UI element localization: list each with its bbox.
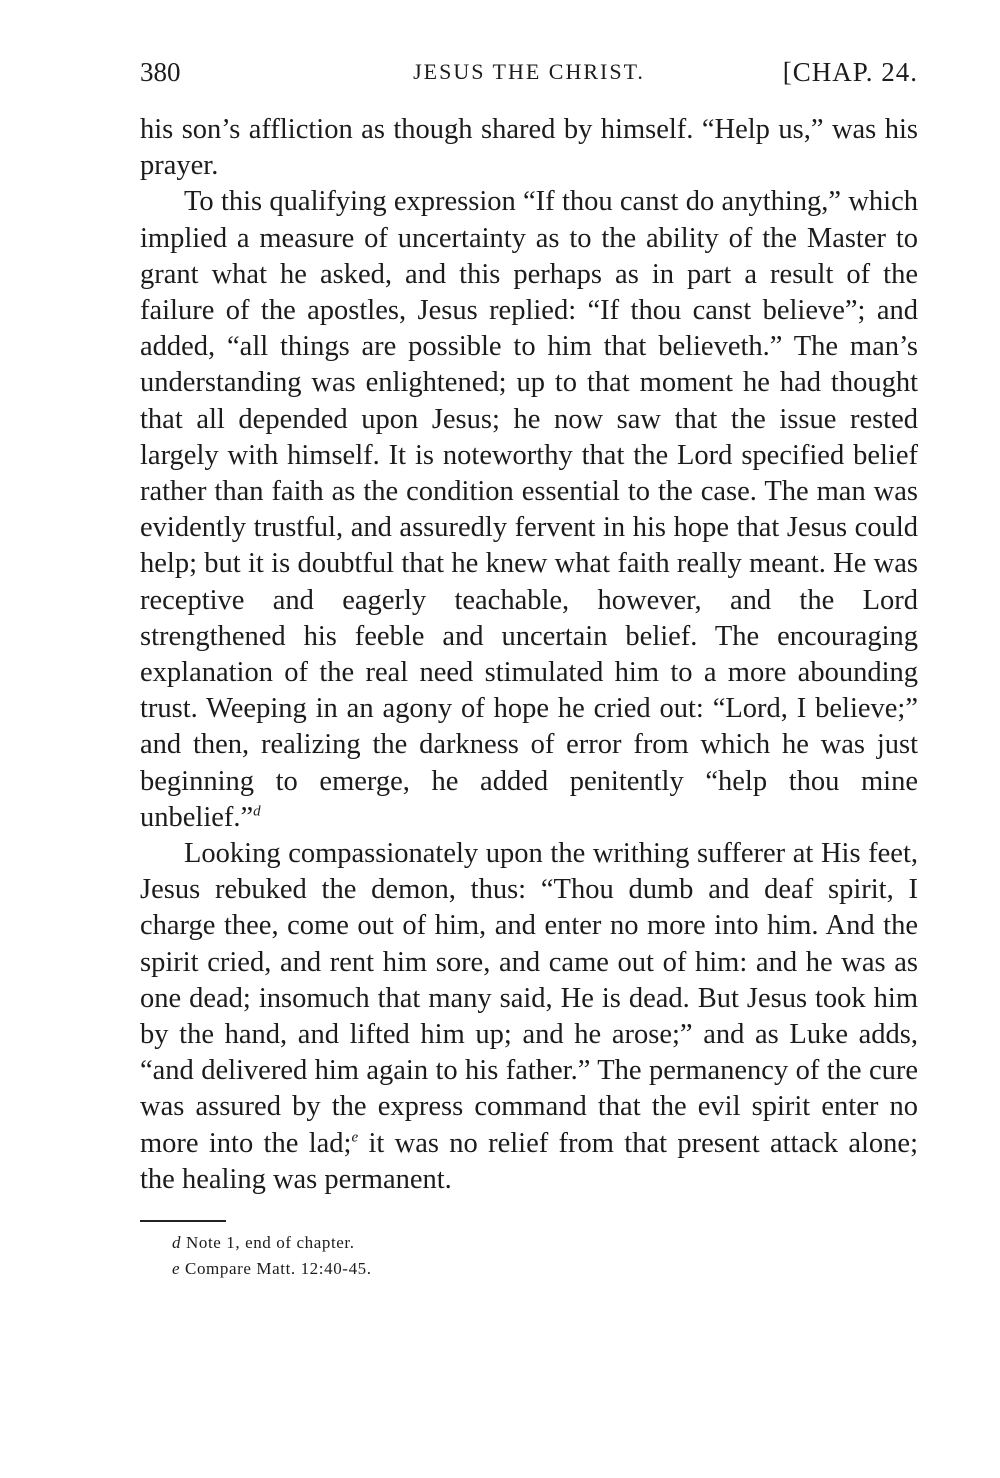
- footnote-text: Compare Matt. 12:40-45.: [185, 1259, 372, 1279]
- book-page: [140, 52, 918, 1282]
- chapter-reference: [CHAP. 24.: [782, 57, 918, 87]
- footnote: [172, 1230, 918, 1256]
- running-head: [140, 52, 918, 92]
- footnote-mark: d: [172, 1233, 182, 1253]
- footnote-reference: e: [351, 1129, 359, 1146]
- footnote: [172, 1256, 918, 1282]
- paragraph-text: his son’s affliction as though shared by himself. “Help us,” was his prayer.: [140, 114, 918, 182]
- paragraph-text: To this qualifying expression “If thou canst do anything,” which implied a measure of uncertainty as to the ability of the Master to grant what he asked, and this perhaps as in part a result of the failure of the apostles, Jesus replied: “If thou canst believe”; and added, “all things are possible to him that believeth.” The man’s understanding was enlightened; up to that moment he had thought that all depended upon Jesus; he now saw that the issue rested largely with himself. It is noteworthy that the Lord specified belief rather than faith as the condition essential to the case. The man was evidently trustful, and assuredly fervent in his hope that Jesus could help; but it is doubtful that he knew what faith really meant. He was receptive and eagerly teachable, however, and the Lord strengthened his feeble and uncertain belief. The encouraging explanation of the real need stimulated him to a more abounding trust. Weeping in an agony of hope he cried out: “Lord, I believe;” and then, realizing the darkness of error from which he was just beginning to emerge, he added penitently “help thou mine unbelief.”: [140, 186, 918, 833]
- footnote-divider: [140, 1220, 226, 1222]
- page-number: 380: [140, 57, 181, 87]
- paragraph: [140, 112, 918, 184]
- footnote-mark: e: [172, 1259, 181, 1279]
- body-text: [140, 112, 918, 1198]
- paragraph-text: it was no relief from that present attack alone; the healing was permanent.: [140, 1127, 918, 1195]
- paragraph: [140, 836, 918, 1198]
- footnote-reference: d: [253, 803, 261, 820]
- footnote-text: Note 1, end of chapter.: [185, 1233, 355, 1253]
- footnotes: [140, 1230, 918, 1282]
- paragraph: [140, 184, 918, 836]
- paragraph-text: Looking compassionately upon the writhing sufferer at His feet, Jesus rebuked the demon, thus: “Thou dumb and deaf spirit, I charge thee, come out of him, and enter no more into him. And the spirit cried, and rent him sore, and came out of him: and he was as one dead; insomuch that many said, He is dead. But Jesus took him by the hand, and lifted him up; and he arose;” and as Luke adds, “and delivered him again to his father.” The permanency of the cure was assured by the express command that the evil spirit enter no more into the lad;: [140, 838, 918, 1159]
- book-title: JESUS THE CHRIST.: [413, 59, 645, 84]
